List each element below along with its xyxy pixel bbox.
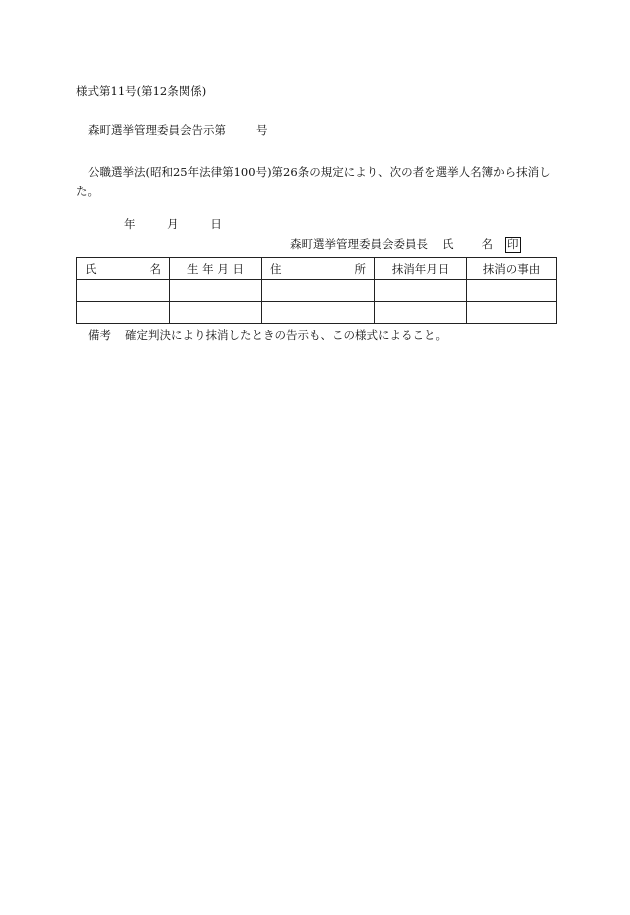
header-name-b: 名 <box>149 261 161 276</box>
header-birth: 生 年 月 日 <box>170 258 262 280</box>
remark <box>88 330 447 342</box>
table-cell <box>375 280 467 302</box>
date-day: 日 <box>210 217 222 231</box>
date-year: 年 <box>124 217 136 231</box>
date-month: 月 <box>167 217 179 231</box>
table-cell <box>262 280 375 302</box>
table-cell <box>467 302 557 324</box>
table-cell <box>375 302 467 324</box>
notice-title-suffix: 号 <box>256 123 268 137</box>
header-address-b: 所 <box>354 261 366 276</box>
header-deleted-date: 抹消年月日 <box>375 258 467 280</box>
header-address-a: 住 <box>270 261 282 276</box>
seal-mark: 印 <box>507 237 519 251</box>
body-text: 公職選挙法(昭和25年法律第100号)第26条の規定により、次の者を選挙人名簿から抹消した。 <box>76 165 551 198</box>
table-row <box>77 302 557 324</box>
header-address <box>262 258 375 280</box>
deletion-table <box>76 257 557 324</box>
table-cell <box>170 280 262 302</box>
signature-org: 森町選挙管理委員会委員長 <box>290 237 428 251</box>
table-header-row <box>77 258 557 280</box>
remark-text: 確定判決により抹消したときの告示も、この様式によること。 <box>125 328 447 342</box>
notice-title <box>88 125 268 137</box>
table-cell <box>77 302 170 324</box>
notice-title-prefix: 森町選挙管理委員会告示第 <box>88 123 226 137</box>
signature-name-1: 氏 <box>442 237 454 251</box>
header-reason: 抹消の事由 <box>467 258 557 280</box>
signature-name-2: 名 <box>481 237 493 251</box>
table-cell <box>467 280 557 302</box>
header-name-a: 氏 <box>85 261 97 276</box>
remark-label: 備考 <box>88 328 111 342</box>
header-name <box>77 258 170 280</box>
table-row <box>77 280 557 302</box>
table-cell <box>77 280 170 302</box>
table-cell <box>170 302 262 324</box>
signature-line <box>290 237 521 253</box>
date-line <box>124 219 250 231</box>
table-cell <box>262 302 375 324</box>
form-label: 様式第11号(第12条関係) <box>76 84 207 98</box>
